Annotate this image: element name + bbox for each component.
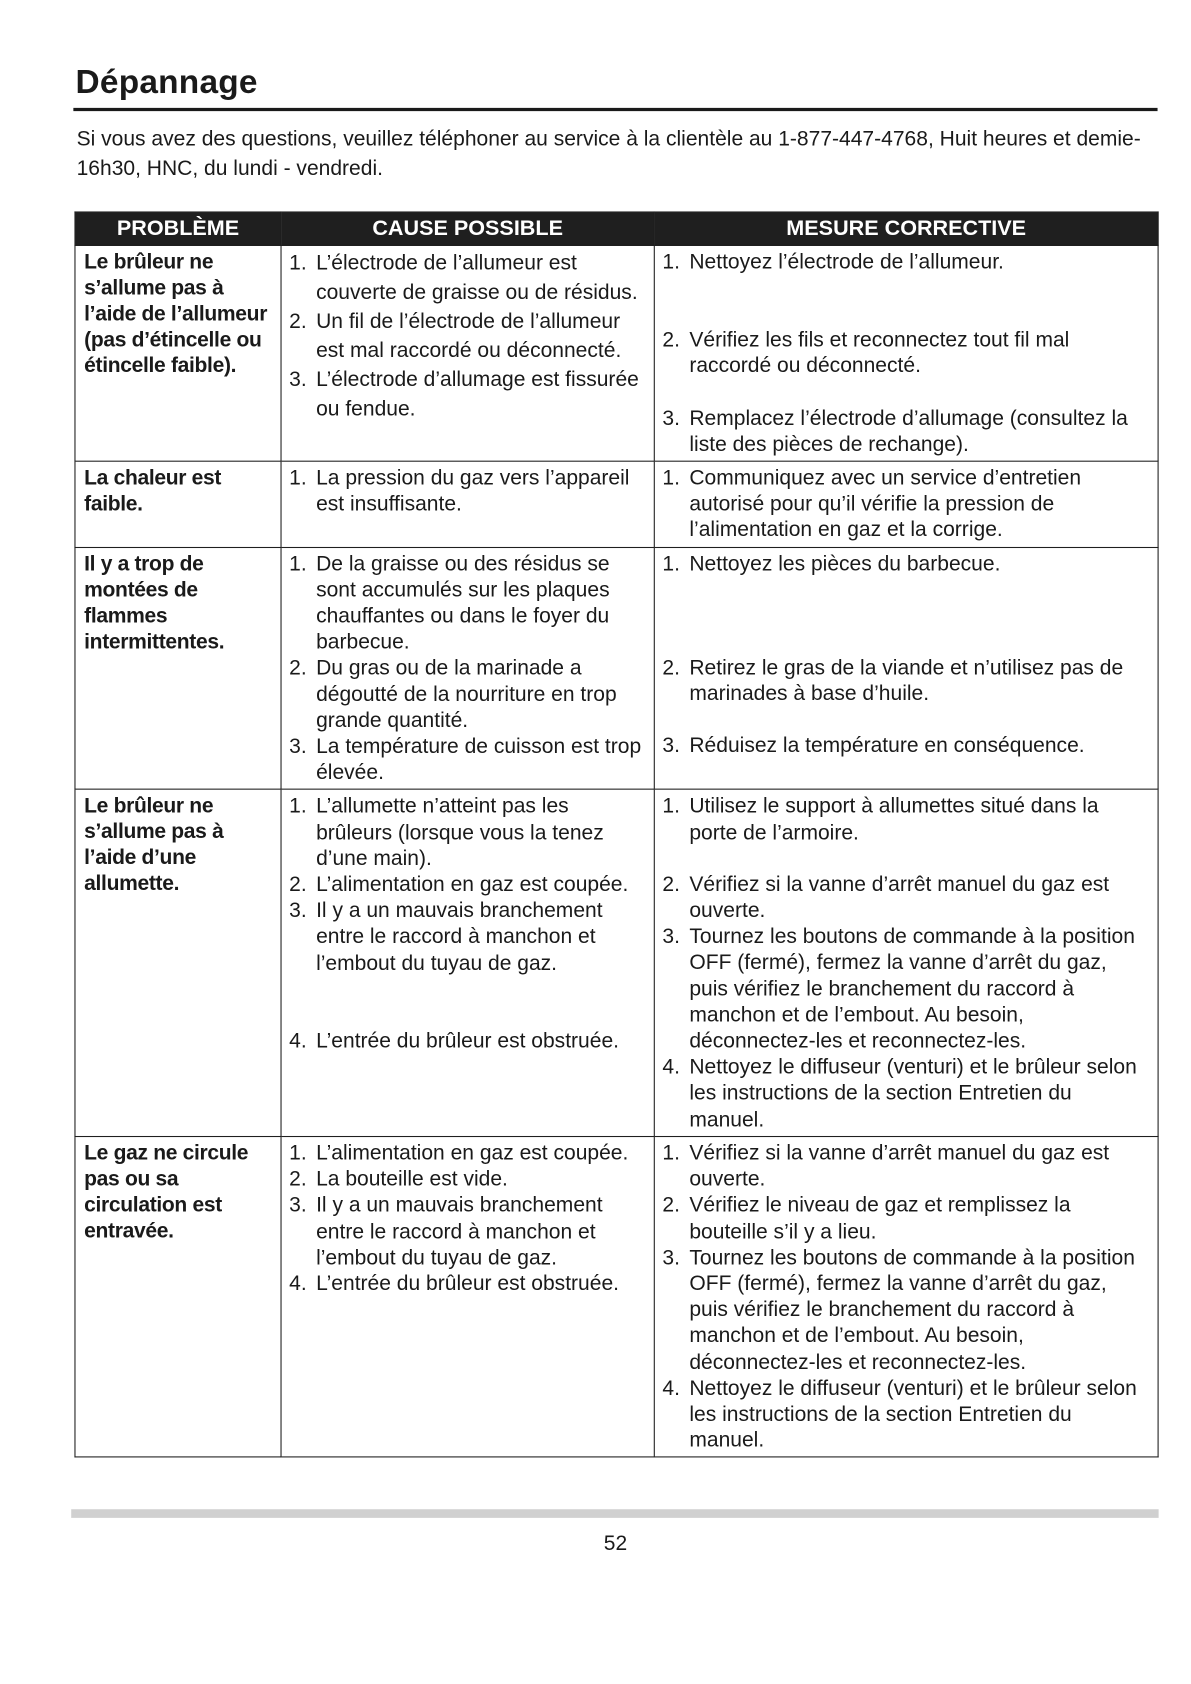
item-text: Vérifiez si la vanne d’arrêt manuel du gaz est ouverte. bbox=[689, 1141, 1110, 1192]
fix-cell bbox=[654, 1136, 1158, 1457]
list-item: 2. Du gras ou de la marinade a dégoutté de la nourriture en trop grande quantité. bbox=[289, 656, 617, 733]
fix-cell bbox=[654, 461, 1158, 547]
header-fix: MESURE CORRECTIVE bbox=[654, 212, 1158, 245]
item-text: Réduisez la température en conséquence. bbox=[689, 733, 1085, 758]
item-text: Il y a un mauvais branchement entre le raccord à manchon et l’embout du tuyau de gaz. bbox=[316, 898, 603, 975]
cause-cell bbox=[281, 547, 654, 790]
list-item: 4. Nettoyez le diffuseur (venturi) et le brûleur selon les instructions de la section Entretien du manuel. bbox=[662, 1376, 1137, 1453]
list-item: 1. Nettoyez l’électrode de l’allumeur. bbox=[662, 250, 1004, 275]
problem-cell: Il y a trop de montées de flammes intermittentes. bbox=[75, 547, 281, 790]
problem-cell: Le gaz ne circule pas ou sa circulation est entravée. bbox=[75, 1136, 281, 1457]
table-row bbox=[75, 790, 1158, 1137]
table-header-row bbox=[75, 212, 1158, 245]
list-item: 1. Vérifiez si la vanne d’arrêt manuel du gaz est ouverte. bbox=[662, 1141, 1110, 1192]
list-item: 1. De la graisse ou des résidus se sont accumulés sur les plaques chauffantes ou dans le foyer du barbecue. bbox=[289, 551, 610, 655]
item-text: Tournez les boutons de commande à la position OFF (fermé), fermez la vanne d’arrêt du gaz, puis vérifiez le branchement du raccord à manchon et de l’embout. Au besoin, déconnectez-les et reconnectez-les. bbox=[689, 924, 1135, 1053]
table-row bbox=[75, 547, 1158, 790]
list-item: 4. Nettoyez le diffuseur (venturi) et le brûleur selon les instructions de la section Entretien du manuel. bbox=[662, 1055, 1137, 1132]
header-cause: CAUSE POSSIBLE bbox=[281, 212, 654, 245]
item-text: Il y a un mauvais branchement entre le raccord à manchon et l’embout du tuyau de gaz. bbox=[316, 1193, 603, 1270]
item-text: Nettoyez le diffuseur (venturi) et le brûleur selon les instructions de la section Entretien du manuel. bbox=[689, 1055, 1137, 1132]
list-item: 2. Vérifiez le niveau de gaz et remplissez la bouteille s’il y a lieu. bbox=[662, 1193, 1071, 1244]
list-item: 3. Il y a un mauvais branchement entre le raccord à manchon et l’embout du tuyau de gaz. bbox=[289, 1193, 603, 1270]
problem-cell: Le brûleur ne s’allume pas à l’aide d’une allumette. bbox=[75, 790, 281, 1137]
footer-divider bbox=[71, 1509, 1158, 1518]
cause-cell bbox=[281, 461, 654, 547]
item-text: Un fil de l’électrode de l’allumeur est mal raccordé ou déconnecté. bbox=[316, 309, 622, 363]
header-problem: PROBLÈME bbox=[75, 212, 281, 245]
list-item: 4. L’entrée du brûleur est obstruée. bbox=[289, 1271, 619, 1296]
item-text: Du gras ou de la marinade a dégoutté de la nourriture en trop grande quantité. bbox=[316, 656, 617, 733]
item-text: Utilisez le support à allumettes situé dans la porte de l’armoire. bbox=[689, 794, 1099, 845]
list-item: 3. Tournez les boutons de commande à la position OFF (fermé), fermez la vanne d’arrêt du gaz, puis vérifiez le branchement du raccord à manchon et de l’embout. Au besoin, déconnectez-les et reconnectez-les. bbox=[662, 924, 1135, 1053]
item-text: L’allumette n’atteint pas les brûleurs (lorsque vous la tenez d’une main). bbox=[316, 794, 604, 871]
list-item: 3. Remplacez l’électrode d’allumage (consultez la liste des pièces de rechange). bbox=[662, 406, 1128, 457]
table-row bbox=[75, 245, 1158, 461]
list-item: 1. L’alimentation en gaz est coupée. bbox=[289, 1141, 629, 1165]
list-item: 1. Utilisez le support à allumettes situé dans la porte de l’armoire. bbox=[662, 794, 1099, 845]
problem-cell: Le brûleur ne s’allume pas à l’aide de l’allumeur (pas d’étincelle ou étincelle faible). bbox=[75, 245, 281, 461]
item-text: Nettoyez les pièces du barbecue. bbox=[689, 551, 1001, 576]
list-item: 2. Vérifiez si la vanne d’arrêt manuel du gaz est ouverte. bbox=[662, 872, 1110, 923]
fix-cell bbox=[654, 245, 1158, 461]
item-text: De la graisse ou des résidus se sont accumulés sur les plaques chauffantes ou dans le foyer du barbecue. bbox=[316, 551, 610, 655]
item-text: Remplacez l’électrode d’allumage (consultez la liste des pièces de rechange). bbox=[689, 406, 1128, 457]
item-text: La température de cuisson est trop élevée. bbox=[316, 734, 642, 785]
problem-cell: La chaleur est faible. bbox=[75, 461, 281, 547]
list-item: 1. L’allumette n’atteint pas les brûleurs (lorsque vous la tenez d’une main). bbox=[289, 794, 604, 871]
item-text: L’entrée du brûleur est obstruée. bbox=[316, 1271, 619, 1296]
fix-cell bbox=[654, 790, 1158, 1137]
list-item: 2. Vérifiez les fils et reconnectez tout fil mal raccordé ou déconnecté. bbox=[662, 328, 1070, 379]
item-text: Vérifiez le niveau de gaz et remplissez la bouteille s’il y a lieu. bbox=[689, 1193, 1071, 1244]
page-title: Dépannage bbox=[75, 62, 258, 101]
title-divider bbox=[73, 108, 1157, 111]
page-number: 52 bbox=[603, 1531, 628, 1556]
list-item: 4. L’entrée du brûleur est obstruée. bbox=[289, 1029, 619, 1053]
list-item: 1. L’électrode de l’allumeur est couverte de graisse ou de résidus. bbox=[289, 251, 638, 305]
list-item: 2. Un fil de l’électrode de l’allumeur est mal raccordé ou déconnecté. bbox=[289, 309, 622, 363]
list-item: 1. Communiquez avec un service d’entretien autorisé pour qu’il vérifie la pression de l’alimentation en gaz et la corrige. bbox=[662, 466, 1082, 543]
item-text: La bouteille est vide. bbox=[316, 1167, 508, 1192]
item-text: Nettoyez l’électrode de l’allumeur. bbox=[689, 250, 1004, 275]
item-text: L’alimentation en gaz est coupée. bbox=[316, 872, 629, 897]
list-item: 1. Nettoyez les pièces du barbecue. bbox=[662, 551, 1001, 576]
table-row bbox=[75, 461, 1158, 547]
item-text: La pression du gaz vers l’appareil est insuffisante. bbox=[316, 466, 630, 516]
list-item: 3. Il y a un mauvais branchement entre le raccord à manchon et l’embout du tuyau de gaz. bbox=[289, 898, 603, 975]
list-item: 2. L’alimentation en gaz est coupée. bbox=[289, 872, 629, 897]
troubleshooting-table bbox=[74, 211, 1158, 1457]
list-item: 3. La température de cuisson est trop élevée. bbox=[289, 734, 642, 785]
item-text: Vérifiez les fils et reconnectez tout fil mal raccordé ou déconnecté. bbox=[689, 328, 1070, 379]
item-text: L’électrode d’allumage est fissurée ou fendue. bbox=[316, 367, 639, 421]
list-item: 3. Réduisez la température en conséquence. bbox=[662, 733, 1085, 758]
cause-cell bbox=[281, 245, 654, 461]
item-text: Nettoyez le diffuseur (venturi) et le brûleur selon les instructions de la section Entretien du manuel. bbox=[689, 1376, 1137, 1453]
item-text: Tournez les boutons de commande à la position OFF (fermé), fermez la vanne d’arrêt du gaz, puis vérifiez le branchement du raccord à manchon et de l’embout. Au besoin, déconnectez-les et reconnectez-les. bbox=[689, 1245, 1135, 1374]
item-text: L’électrode de l’allumeur est couverte de graisse ou de résidus. bbox=[316, 251, 638, 305]
item-text: Communiquez avec un service d’entretien autorisé pour qu’il vérifie la pression de l’alimentation en gaz et la corrige. bbox=[689, 466, 1082, 543]
table-row bbox=[75, 1136, 1158, 1457]
cause-cell bbox=[281, 790, 654, 1137]
list-item: 3. L’électrode d’allumage est fissurée ou fendue. bbox=[289, 367, 639, 421]
list-item: 1. La pression du gaz vers l’appareil est insuffisante. bbox=[289, 466, 630, 516]
list-item: 3. Tournez les boutons de commande à la position OFF (fermé), fermez la vanne d’arrêt du gaz, puis vérifiez le branchement du raccord à manchon et de l’embout. Au besoin, déconnectez-les et reconnectez-les. bbox=[662, 1245, 1135, 1374]
item-text: Vérifiez si la vanne d’arrêt manuel du gaz est ouverte. bbox=[689, 872, 1110, 923]
list-item: 2. Retirez le gras de la viande et n’utilisez pas de marinades à base d’huile. bbox=[662, 655, 1124, 706]
list-item: 2. La bouteille est vide. bbox=[289, 1167, 508, 1192]
item-text: L’entrée du brûleur est obstruée. bbox=[316, 1029, 619, 1053]
fix-cell bbox=[654, 547, 1158, 790]
cause-cell bbox=[281, 1136, 654, 1457]
item-text: L’alimentation en gaz est coupée. bbox=[316, 1141, 629, 1165]
intro-paragraph: Si vous avez des questions, veuillez téléphoner au service à la clientèle au 1-877-447-4768, Huit heures et demie-16h30, HNC, du lundi - vendredi. bbox=[76, 127, 1141, 181]
item-text: Retirez le gras de la viande et n’utilisez pas de marinades à base d’huile. bbox=[689, 655, 1124, 706]
